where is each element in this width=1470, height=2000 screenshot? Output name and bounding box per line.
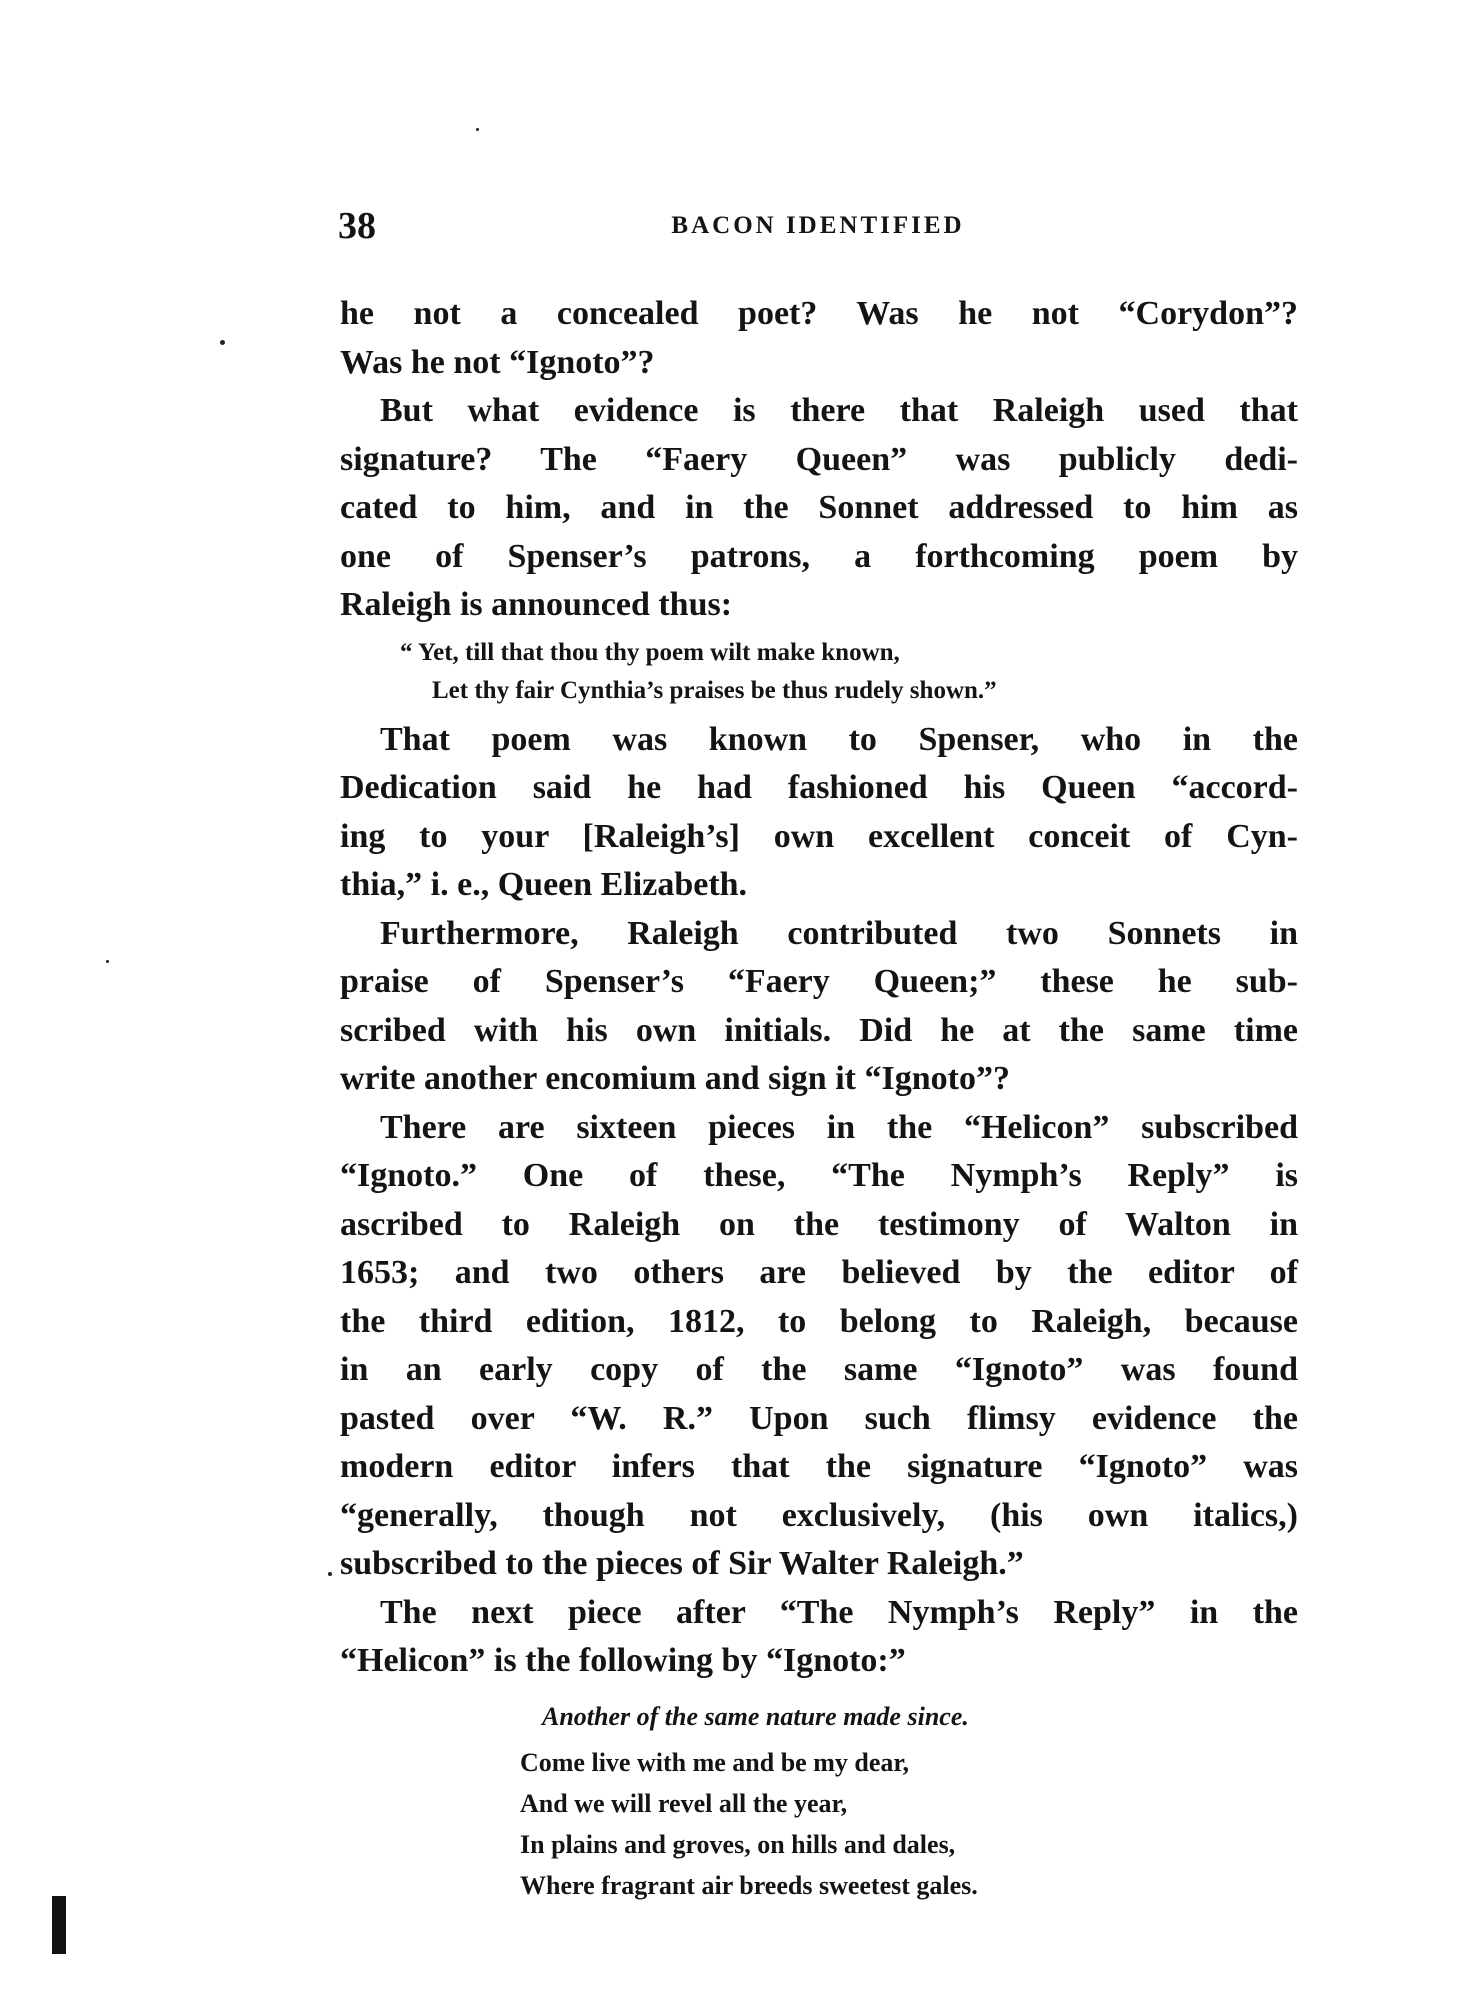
text-line: But what evidence is there that Raleigh used that bbox=[380, 392, 1298, 429]
text-line: modern editor infers that the signature “Ignoto” was bbox=[340, 1448, 1298, 1485]
text-line: write another encomium and sign it “Ignoto”? bbox=[340, 1060, 1010, 1097]
text-line: one of Spenser’s patrons, a forthcoming poem by bbox=[340, 537, 1298, 575]
text-line: ing to your [Raleigh’s] own excellent conceit of Cyn- bbox=[340, 817, 1298, 855]
poem bbox=[340, 1696, 1298, 1906]
text-line: ascribed to Raleigh on the testimony of Walton in bbox=[340, 1205, 1298, 1243]
print-speck bbox=[106, 960, 109, 963]
text-line: the third edition, 1812, to belong to Raleigh, because bbox=[340, 1302, 1298, 1340]
quote-line: “ Yet, till that thou thy poem wilt make known, bbox=[400, 638, 900, 666]
text-line: thia,” i. e., Queen Elizabeth. bbox=[340, 866, 748, 903]
text-line: signature? The “Faery Queen” was publicly dedi- bbox=[340, 440, 1298, 478]
print-speck bbox=[476, 128, 479, 131]
text-line: “Ignoto.” One of these, “The Nymph’s Reply” is bbox=[340, 1157, 1298, 1194]
text-line: That poem was known to Spenser, who in the bbox=[380, 720, 1298, 758]
poem-title: Another of the same nature made since. bbox=[542, 1701, 969, 1731]
poem-line: Where fragrant air breeds sweetest gales. bbox=[520, 1870, 978, 1900]
text-line: subscribed to the pieces of Sir Walter Raleigh.” bbox=[340, 1545, 1024, 1582]
running-title: BACON IDENTIFIED bbox=[671, 212, 965, 239]
text-line: he not a concealed poet? Was he not “Corydon”? bbox=[340, 295, 1298, 332]
poem-line: In plains and groves, on hills and dales, bbox=[520, 1829, 956, 1859]
text-line: in an early copy of the same “Ignoto” was found bbox=[340, 1351, 1298, 1388]
text-line: Dedication said he had fashioned his Queen “accord- bbox=[340, 769, 1298, 806]
text-line: Raleigh is announced thus: bbox=[340, 586, 733, 623]
page-edge-mark bbox=[52, 1896, 66, 1954]
text-line: “generally, though not exclusively, (his own italics,) bbox=[340, 1496, 1298, 1534]
text-line: There are sixteen pieces in the “Helicon” subscribed bbox=[380, 1108, 1298, 1146]
text-line: praise of Spenser’s “Faery Queen;” these he sub- bbox=[340, 963, 1298, 1000]
poem-line: Come live with me and be my dear, bbox=[520, 1747, 910, 1777]
text-line: pasted over “W. R.” Upon such flimsy evidence the bbox=[340, 1399, 1298, 1437]
text-line: 1653; and two others are believed by the editor of bbox=[340, 1254, 1298, 1291]
block-quote bbox=[340, 634, 1298, 710]
text-line: Was he not “Ignoto”? bbox=[340, 343, 655, 381]
poem-line: And we will revel all the year, bbox=[520, 1788, 848, 1818]
text-line: The next piece after “The Nymph’s Reply” in the bbox=[380, 1593, 1298, 1631]
quote-line: Let thy fair Cynthia’s praises be thus rudely shown.” bbox=[432, 676, 997, 704]
print-speck bbox=[328, 1572, 332, 1576]
page-header bbox=[338, 204, 1298, 254]
text-line: cated to him, and in the Sonnet addressed to him as bbox=[340, 489, 1298, 526]
text-line: “Helicon” is the following by “Ignoto:” bbox=[340, 1642, 906, 1679]
page-number: 38 bbox=[338, 205, 376, 247]
text-line: scribed with his own initials. Did he at the same time bbox=[340, 1011, 1298, 1049]
print-speck bbox=[220, 340, 225, 345]
body-text bbox=[340, 290, 1298, 1906]
text-line: Furthermore, Raleigh contributed two Sonnets in bbox=[380, 914, 1298, 952]
